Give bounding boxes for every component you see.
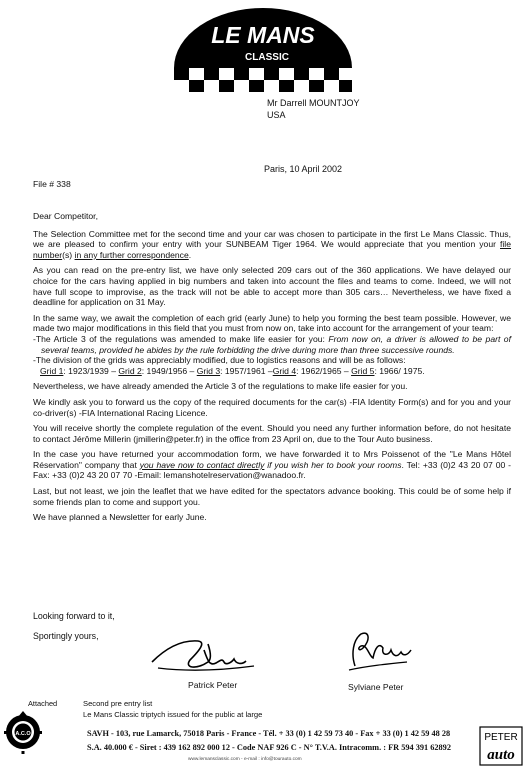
bullet-article-3: -The Article 3 of the regulations was amended to make life easier for you: From now on, a driver is allowed to be part of several teams, provided he abides by the rule forbidding the drive during more than three successive rounds.: [33, 333, 511, 355]
paragraph-pre-entry: As you can read on the pre-entry list, we have only selected 209 cars out of the 360 applications. We have delayed our choice for the cars having applied in big numbers and taken into account the files and teams to come. Indeed, we will not have full scope to improvise, as the track will not be able to accept more than 305 cars… Nevertheless, we have fixed a deadline for application on 31 May.: [33, 265, 511, 308]
peter-logo-top: PETER: [484, 732, 518, 743]
aco-text: A.C.O: [15, 731, 31, 737]
paragraph-grids-intro: In the same way, we await the completion of each grid (early June) to help you forming the best team possible. However, we made two major modifications in this field that you must from now on, take into account for the arrangement of your team:: [33, 312, 511, 334]
letter-date: Paris, 10 April 2002: [264, 164, 343, 174]
signer-name: Sylviane Peter: [348, 682, 404, 692]
closing-line: Looking forward to it,: [33, 611, 115, 621]
grid-label: Grid 4: [272, 365, 297, 376]
grid-label: Grid 5: [351, 365, 375, 376]
recipient-country: USA: [267, 110, 286, 120]
paragraph-selection: The Selection Committee met for the second time and your car was chosen to participate in the first Le Mans Classic. Thus, we are pleased to confirm your entry with your SUNBEAM Tiger 1964. We would appreciate that you mention your file number(s) in any further correspondence.: [33, 228, 511, 260]
le-mans-classic-logo: [170, 4, 356, 92]
file-number: File # 338: [33, 179, 71, 189]
paragraph-newsletter: We have planned a Newsletter for early June.: [33, 512, 207, 523]
aco-logo: [4, 707, 42, 755]
footer-web: www.lemansclassic.com - e-mail : info@tourauto.com: [188, 757, 302, 762]
enclosures-list: [83, 698, 262, 720]
signer-name: Patrick Peter: [188, 680, 238, 690]
paragraph-accommodation: In the case you have returned your accommodation form, we have forwarded it to Mrs Poissenot of the "Le Mans Hôtel Réservation" company that you have now to contact directly if you wish her to book your rooms. Tel: +33 (0)2 43 20 07 00 - Fax: +33 (0)2 43 20 07 70 -Email: lemanshotelreservation@wanadoo.fr.: [33, 449, 511, 481]
bullet-grid-division: -The division of the grids was appreciably modified, due to logistics reasons and will be as follows:: [33, 355, 406, 366]
footer-address: SAVH - 103, rue Lamarck, 75018 Paris - France - Tél. + 33 (0) 1 42 59 73 40 - Fax + 33 (0) 1 42 59 48 28: [87, 729, 451, 738]
letter-body: [33, 211, 511, 528]
salutation: Dear Competitor,: [33, 211, 98, 221]
grid-label: Grid 1: [40, 365, 64, 376]
closing-sign-off: Sportingly yours,: [33, 631, 99, 641]
footer-registration: S.A. 40.000 € - Siret : 439 162 892 000 12 - Code NAF 926 C - N° T.V.A. Intracomm. : FR 594 391 62892: [87, 743, 451, 752]
company-footer: [87, 727, 451, 755]
peter-logo-bottom: auto: [487, 747, 515, 763]
peter-auto-logo: [479, 726, 523, 766]
paragraph-regulation: You will receive shortly the complete regulation of the event. Should you need any further information before, do not hesitate to contact Jérôme Millerin (jmillerin@peter.fr) in the office from 23 April on, due to the Tour Auto business.: [33, 423, 511, 444]
recipient-name: Mr Darrell MOUNTJOY: [267, 98, 360, 108]
closing-block: [33, 610, 115, 642]
enclosure-item: Le Mans Classic triptych issued for the public at large: [83, 710, 263, 719]
recipient-block: [267, 97, 360, 121]
logo-subtitle: CLASSIC: [245, 52, 289, 63]
grid-list: Grid 1: 1923/1939 – Grid 2: 1949/1956 – Grid 3: 1957/1961 –Grid 4: 1962/1965 – Grid 5: 1966/ 1975.: [40, 365, 425, 376]
paragraph-leaflet: Last, but not least, we join the leaflet that we have edited for the spectators advance booking. This could be of some help if some friends plan to come and support you.: [33, 486, 511, 507]
grid-label: Grid 2: [118, 365, 142, 376]
logo-title: LE MANS: [211, 22, 315, 48]
paragraph-documents: We kindly ask you to forward us the copy of the required documents for the car(s) -FIA Identity Form(s) and for you and your co-driver(s) -FIA International Racing Licence.: [33, 396, 511, 418]
grid-label: Grid 3: [196, 365, 221, 376]
paragraph-article-3: Nevertheless, we have already amended the Article 3 of the regulations to make life easier for you.: [33, 381, 408, 392]
enclosure-item: Second pre entry list: [83, 699, 153, 708]
signature-sylviane-peter: [345, 626, 415, 676]
attached-label: Attached: [28, 699, 58, 708]
signature-patrick-peter: [150, 632, 260, 676]
